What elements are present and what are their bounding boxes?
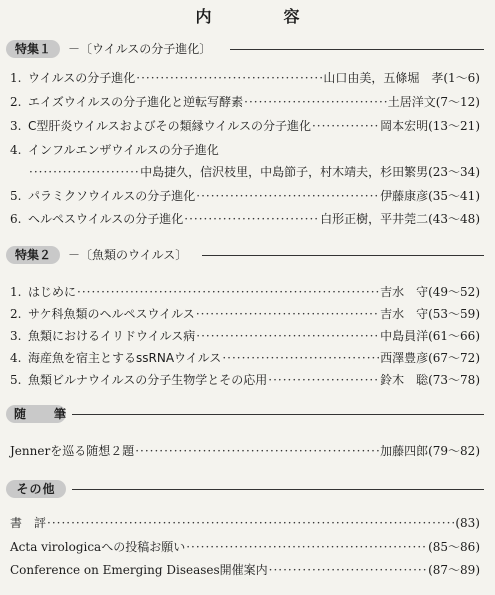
entry-title: Acta virologicaへの投稿お願い xyxy=(10,540,186,554)
leader-dots xyxy=(244,94,387,111)
toc-entry[interactable] xyxy=(10,188,480,205)
entry-title: はじめに xyxy=(28,285,77,299)
entry-pages: (13～21) xyxy=(428,119,480,133)
toc-entry-continuation[interactable] xyxy=(10,164,480,181)
entry-author: 土居洋文 xyxy=(387,95,436,109)
entry-number: 3. xyxy=(10,329,22,343)
toc-entry[interactable] xyxy=(10,118,480,135)
entry-author: 中島捷久，信沢枝里，中島節子，村木靖夫，杉田繁男 xyxy=(140,165,429,179)
entry-pages: (7～12) xyxy=(435,95,480,109)
leader-dots xyxy=(47,515,454,532)
section-subtitle: －〔魚類のウイルス〕 xyxy=(68,248,188,262)
entry-number: 2. xyxy=(10,95,22,109)
entry-number: 1. xyxy=(10,71,22,85)
leader-dots xyxy=(184,211,319,228)
leader-dots xyxy=(268,372,379,389)
entry-number: 4. xyxy=(10,143,22,157)
entry-author: 山口由美，五條堀 孝 xyxy=(323,71,444,85)
leader-dots xyxy=(135,443,379,460)
entry-title: 魚類ビルナウイルスの分子生物学とその応用 xyxy=(28,373,268,387)
toc-entry[interactable] xyxy=(10,372,480,389)
section-label: その他 xyxy=(6,480,66,498)
section-header-special-1 xyxy=(6,40,484,60)
toc-entry[interactable] xyxy=(10,350,480,367)
section-header-special-2 xyxy=(6,246,484,266)
entry-author: 岡本宏明 xyxy=(380,119,429,133)
entry-title: パラミクソウイルスの分子進化 xyxy=(28,189,196,203)
entry-number: 1. xyxy=(10,285,22,299)
entry-author: 加藤四郎 xyxy=(380,444,429,458)
toc-entry[interactable] xyxy=(10,328,480,345)
entry-number: 4. xyxy=(10,351,22,365)
entry-pages: (79～82) xyxy=(428,444,480,458)
section-rule xyxy=(202,255,484,256)
entry-number: 5. xyxy=(10,373,22,387)
entry-pages: (43～48) xyxy=(428,212,480,226)
toc-entry[interactable] xyxy=(10,94,480,111)
entry-number: 5. xyxy=(10,189,22,203)
entry-title: ヘルペスウイルスの分子進化 xyxy=(28,212,184,226)
leader-dots xyxy=(196,188,379,205)
section-label: 特集２ xyxy=(6,246,60,264)
toc-entry[interactable] xyxy=(10,443,480,460)
leader-dots xyxy=(196,328,379,345)
section-label: 特集１ xyxy=(6,40,60,58)
entry-title: 魚類におけるイリドウイルス病 xyxy=(28,329,196,343)
section-header-other xyxy=(6,480,484,500)
leader-dots xyxy=(29,164,139,181)
toc-entry[interactable] xyxy=(10,515,480,532)
entry-number: 3. xyxy=(10,119,22,133)
entry-pages: (85～86) xyxy=(428,540,480,554)
entry-pages: (23～34) xyxy=(428,165,480,179)
leader-dots xyxy=(269,562,427,579)
leader-dots xyxy=(196,306,379,323)
entry-title: C型肝炎ウイルスおよびその類縁ウイルスの分子進化 xyxy=(28,119,311,133)
entry-title: Conference on Emerging Diseases開催案内 xyxy=(10,563,268,577)
toc-entry[interactable] xyxy=(10,70,480,87)
leader-dots xyxy=(136,70,322,87)
entry-author: 伊藤康彦 xyxy=(380,189,429,203)
entry-number: 6. xyxy=(10,212,22,226)
entry-pages: (49～52) xyxy=(428,285,480,299)
entry-author: 中島員洋 xyxy=(380,329,429,343)
toc-entry[interactable] xyxy=(10,211,480,228)
entry-pages: (83) xyxy=(455,516,480,530)
leader-dots xyxy=(186,539,427,556)
entry-pages: (73～78) xyxy=(428,373,480,387)
entry-author: 吉水 守 xyxy=(380,285,429,299)
entry-pages: (87～89) xyxy=(428,563,480,577)
entry-pages: (35～41) xyxy=(428,189,480,203)
entry-number: 2. xyxy=(10,307,22,321)
entry-title: 書 評 xyxy=(10,516,47,530)
toc-entry[interactable] xyxy=(10,306,480,323)
toc-entry[interactable] xyxy=(10,142,480,159)
section-rule xyxy=(230,49,484,50)
entry-title: 海産魚を宿主とするssRNAウイルス xyxy=(28,351,222,365)
entry-pages: (53～59) xyxy=(428,307,480,321)
section-subtitle: －〔ウイルスの分子進化〕 xyxy=(68,42,212,56)
entry-author: 白形正樹，平井莞二 xyxy=(320,212,429,226)
section-header-essay xyxy=(6,405,484,425)
entry-title: サケ科魚類のヘルペスウイルス xyxy=(28,307,195,321)
section-label: 随 筆 xyxy=(6,405,66,423)
section-rule xyxy=(72,414,484,415)
entry-author: 西澤豊彦 xyxy=(380,351,429,365)
entry-title: ウイルスの分子進化 xyxy=(28,71,136,85)
leader-dots xyxy=(77,284,379,301)
toc-entry[interactable] xyxy=(10,539,480,556)
toc-entry[interactable] xyxy=(10,562,480,579)
entry-title: エイズウイルスの分子進化と逆転写酵素 xyxy=(28,95,244,109)
entry-pages: (61～66) xyxy=(428,329,480,343)
toc-entry[interactable] xyxy=(10,284,480,301)
section-rule xyxy=(72,489,484,490)
leader-dots xyxy=(222,350,379,367)
leader-dots xyxy=(312,118,379,135)
entry-author: 吉水 守 xyxy=(380,307,429,321)
entry-author: 鈴木 聡 xyxy=(380,373,429,387)
entry-title: インフルエンザウイルスの分子進化 xyxy=(28,143,219,157)
entry-pages: (67～72) xyxy=(428,351,480,365)
entry-pages: (1～6) xyxy=(443,71,480,85)
entry-title: Jennerを巡る随想２題 xyxy=(10,444,135,458)
page-title: 内 容 xyxy=(195,7,328,26)
